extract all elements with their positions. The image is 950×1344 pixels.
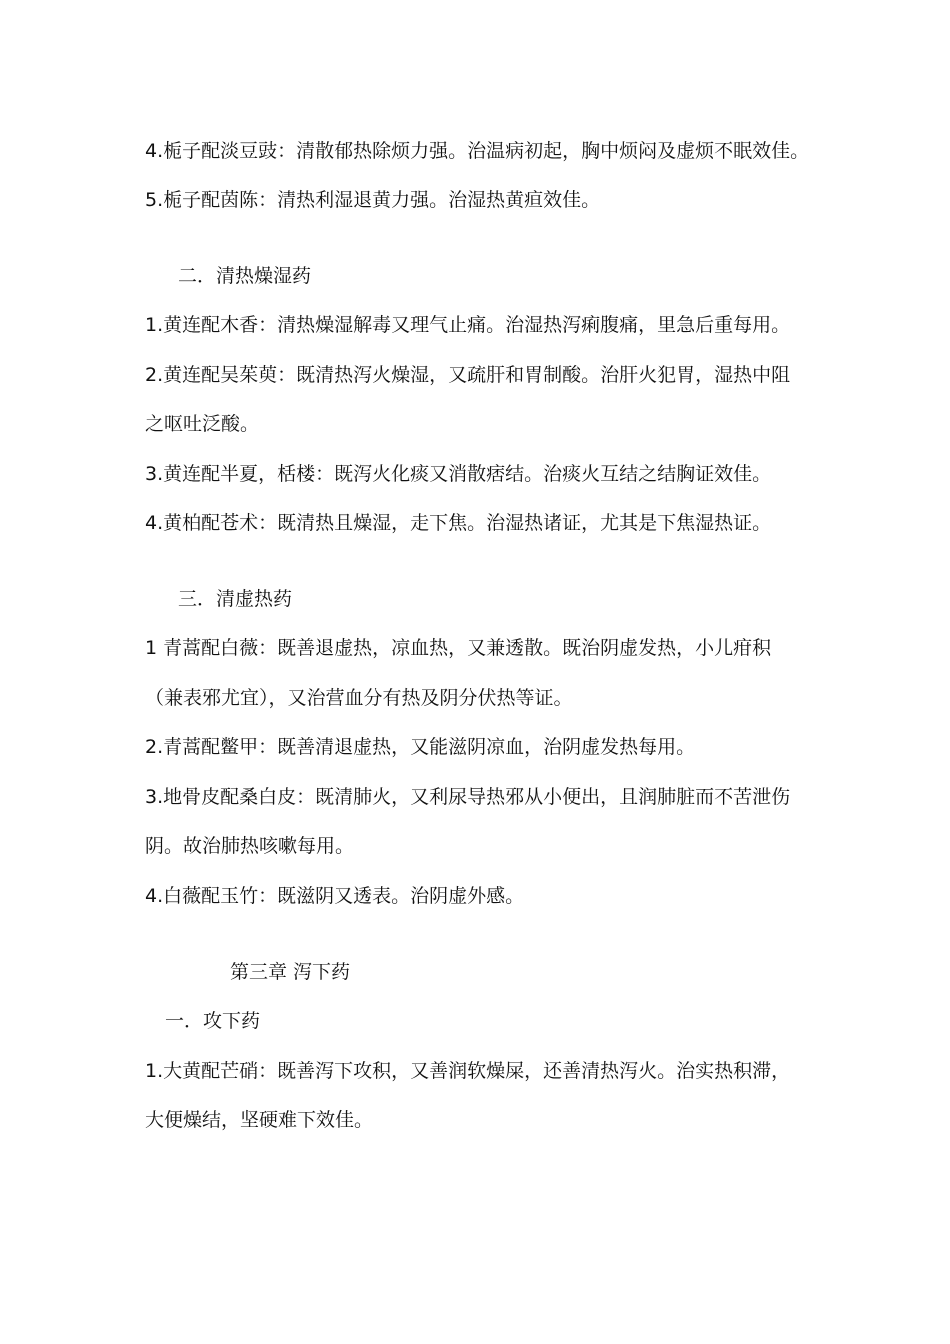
text-line: 2.黄连配吴茱萸：既清热泻火燥湿，又疏肝和胃制酸。治肝火犯胃，湿热中阻 <box>145 364 791 386</box>
text-line: 大便燥结，坚硬难下效佳。 <box>145 1109 374 1131</box>
text-line: 阴。故治肺热咳嗽每用。 <box>145 835 355 857</box>
chapter-heading: 第三章 泻下药 <box>230 961 351 983</box>
section-heading: 二．清热燥湿药 <box>178 265 312 287</box>
text-line: 1.黄连配木香：清热燥湿解毒又理气止痛。治湿热泻痢腹痛，里急后重每用。 <box>145 314 791 336</box>
text-line: 之呕吐泛酸。 <box>145 413 260 435</box>
text-line: 4.黄柏配苍术：既清热且燥湿，走下焦。治湿热诸证，尤其是下焦湿热证。 <box>145 512 772 534</box>
text-line: 1 青蒿配白薇：既善退虚热，凉血热，又兼透散。既治阴虚发热，小儿疳积 <box>145 637 772 659</box>
text-line: 3.地骨皮配桑白皮：既清肺火，又利尿导热邪从小便出，且润肺脏而不苦泄伤 <box>145 786 791 808</box>
text-line: 4.白薇配玉竹：既滋阴又透表。治阴虚外感。 <box>145 885 525 907</box>
text-line: 4.栀子配淡豆豉：清散郁热除烦力强。治温病初起，胸中烦闷及虚烦不眠效佳。 <box>145 140 810 162</box>
text-line: 2.青蒿配鳖甲：既善清退虚热，又能滋阴凉血，治阴虚发热每用。 <box>145 736 696 758</box>
text-line: 3.黄连配半夏，栝楼：既泻火化痰又消散痞结。治痰火互结之结胸证效佳。 <box>145 463 772 485</box>
text-line: （兼表邪尤宜），又治营血分有热及阴分伏热等证。 <box>145 687 573 709</box>
section-heading: 三．清虚热药 <box>178 588 293 610</box>
text-line: 1.大黄配芒硝：既善泻下攻积，又善润软燥屎，还善清热泻火。治实热积滞， <box>145 1060 791 1082</box>
text-line: 5.栀子配茵陈：清热利湿退黄力强。治湿热黄疸效佳。 <box>145 189 601 211</box>
section-heading: 一．攻下药 <box>165 1010 261 1032</box>
